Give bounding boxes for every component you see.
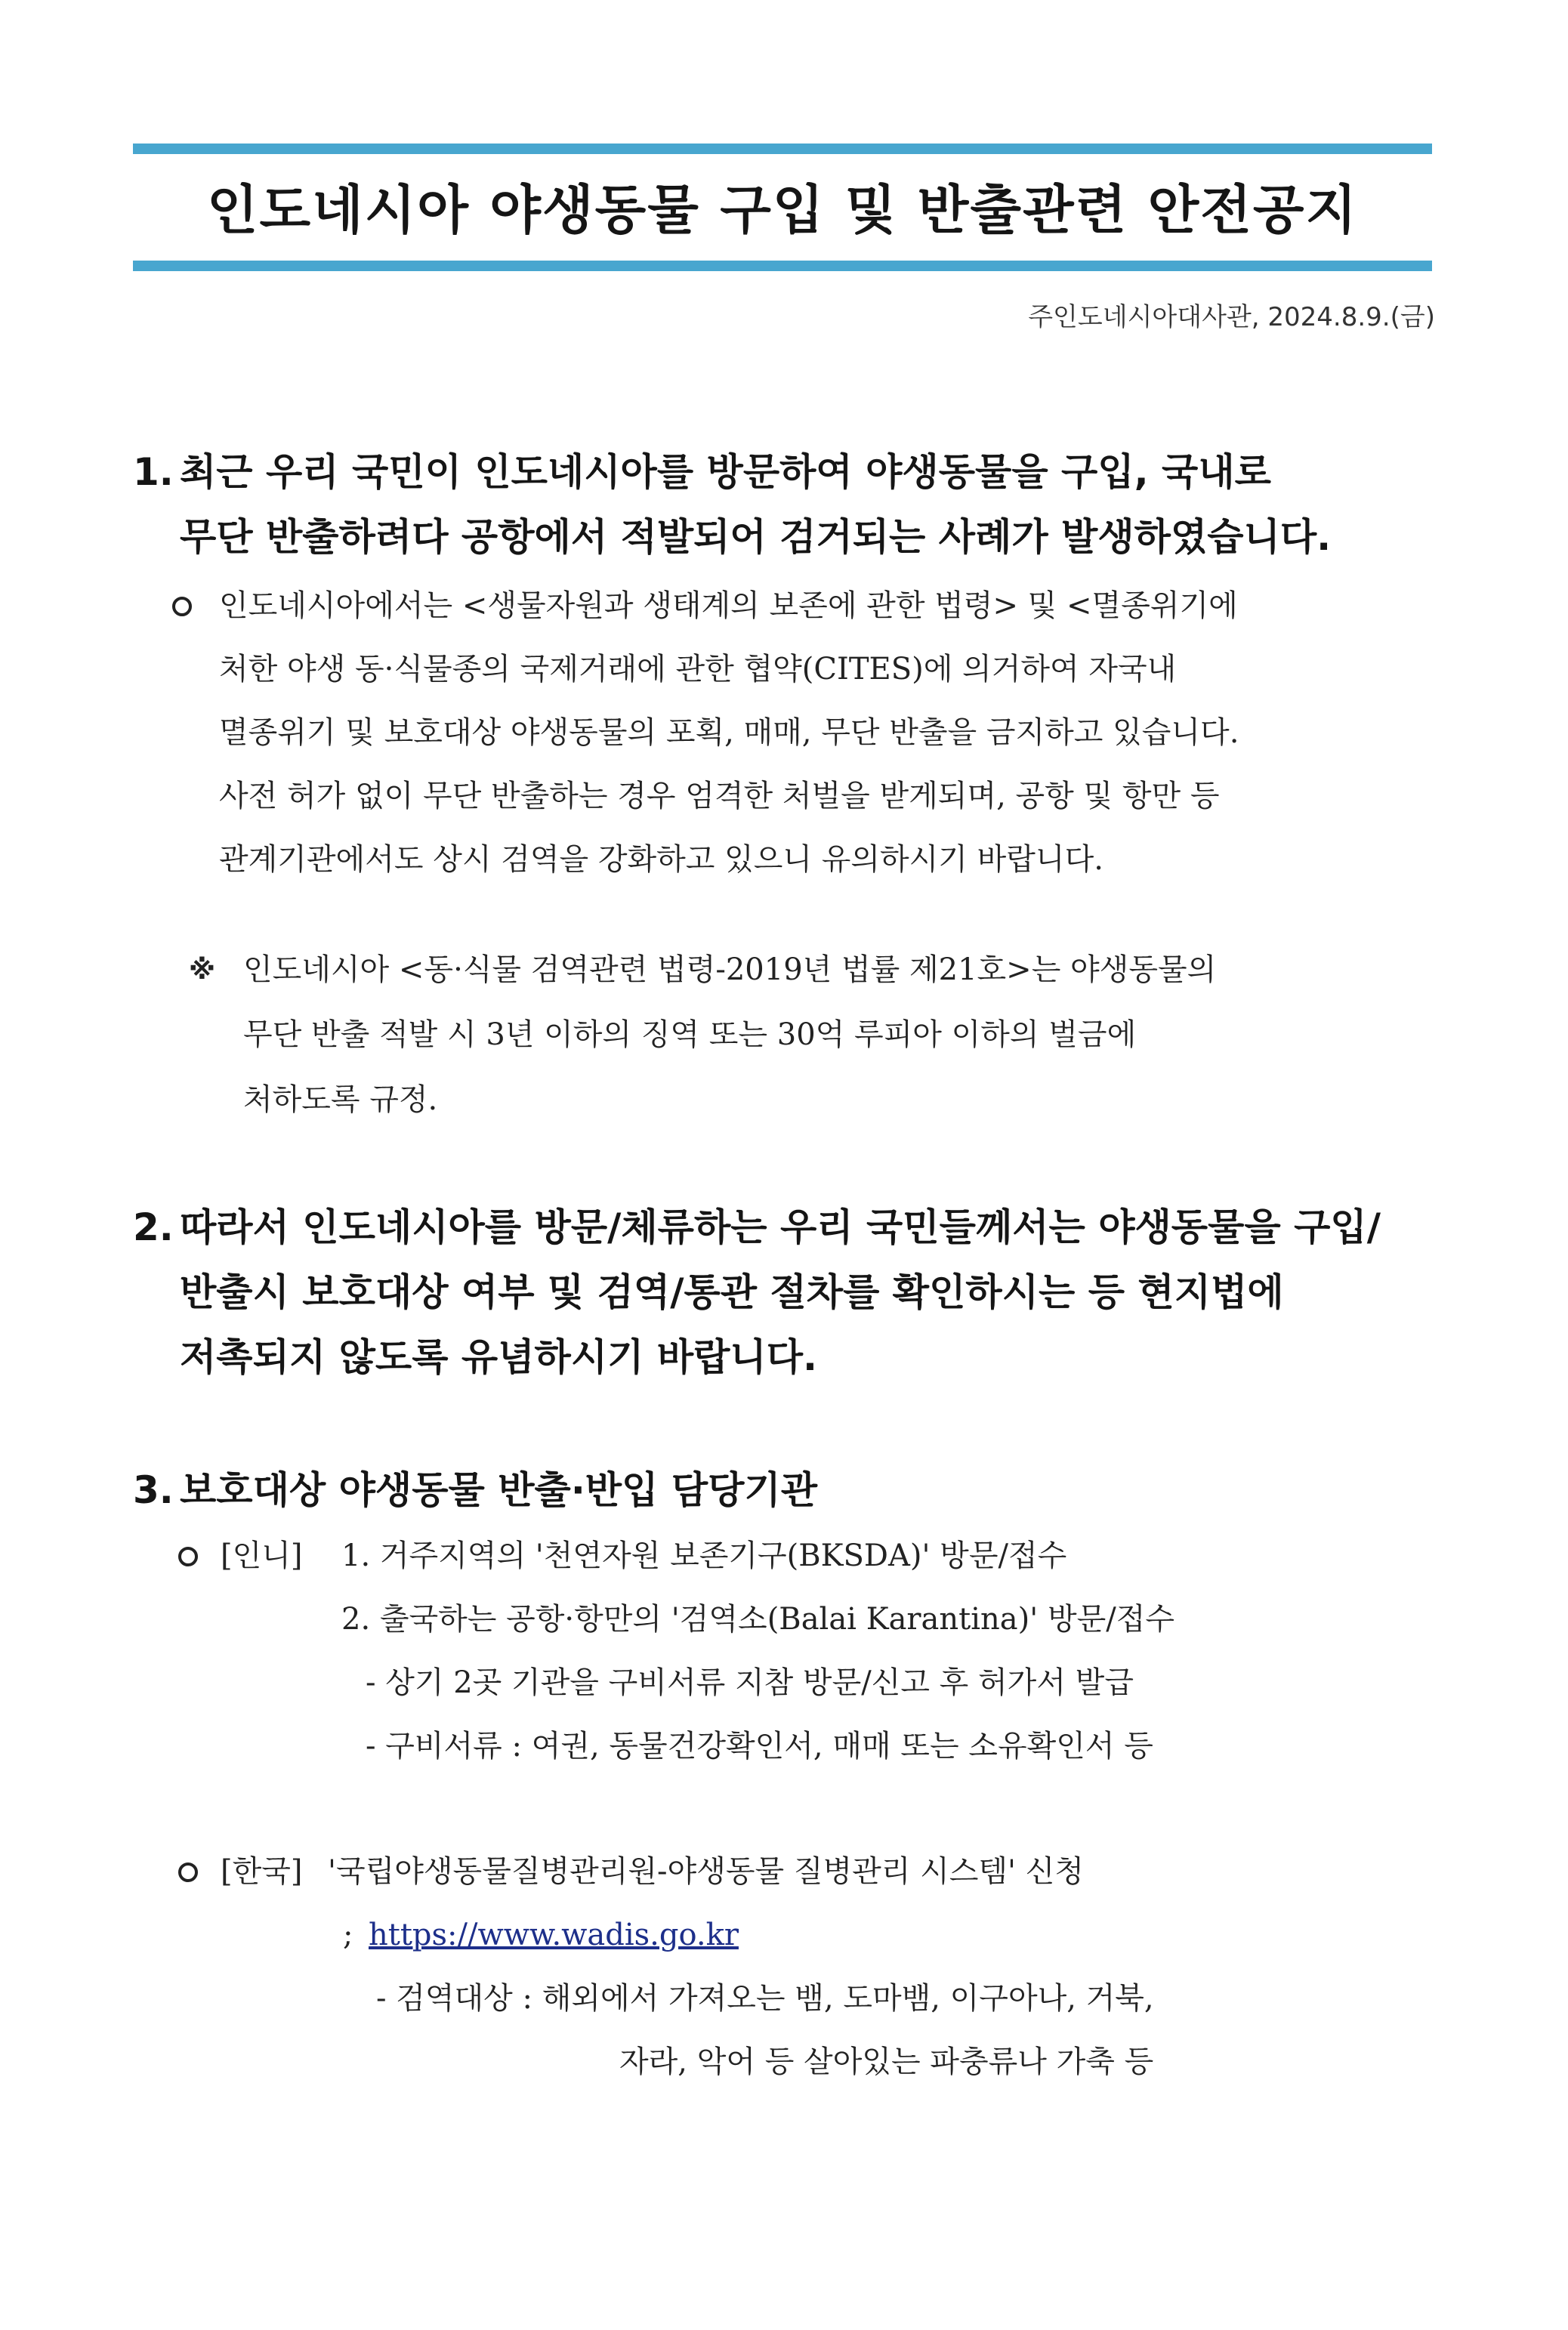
note-mark-icon: ※ <box>189 955 215 986</box>
section1-note-line: 처하도록 규정. <box>243 1082 438 1117</box>
title-bottom-rule <box>133 261 1432 271</box>
indonesia-label: [인니] <box>221 1538 303 1573</box>
section1-note-line: 인도네시아 <동·식물 검역관련 법령-2019년 법률 제21호>는 야생동물의 <box>243 952 1217 987</box>
section1-bullet-line: 처한 야생 동·식물종의 국제거래에 관한 협약(CITES)에 의거하여 자국내 <box>219 652 1177 687</box>
section2-line: 따라서 인도네시아를 방문/체류하는 우리 국민들께서는 야생동물을 구입/ <box>180 1205 1381 1249</box>
indonesia-item-2: 2. 출국하는 공항·항만의 '검역소(Balai Karantina)' 방문/접수 <box>341 1602 1174 1637</box>
section1-note-line: 무단 반출 적발 시 3년 이하의 징역 또는 30억 루피아 이하의 벌금에 <box>243 1017 1137 1052</box>
title-top-rule <box>133 144 1432 154</box>
section2-line: 반출시 보호대상 여부 및 검역/통관 절차를 확인하시는 등 현지법에 <box>180 1270 1284 1314</box>
section3-heading: 보호대상 야생동물 반출·반입 담당기관 <box>180 1468 818 1512</box>
section3-number: 3. <box>133 1468 174 1512</box>
korea-link-prefix: ; <box>343 1918 353 1952</box>
document-title: 인도네시아 야생동물 구입 및 반출관련 안전공지 <box>206 179 1359 241</box>
wadis-link[interactable]: https://www.wadis.go.kr <box>369 1918 739 1952</box>
section1-heading-line1: 최근 우리 국민이 인도네시아를 방문하여 야생동물을 구입, 국내로 <box>180 450 1271 494</box>
section1-bullet-line: 멸종위기 및 보호대상 야생동물의 포획, 매매, 무단 반출을 금지하고 있습니다. <box>219 715 1239 750</box>
korea-label: [한국] <box>221 1854 303 1889</box>
section1-number: 1. <box>133 450 174 494</box>
section1-bullet-line: 인도네시아에서는 <생물자원과 생태계의 보존에 관한 법령> 및 <멸종위기에 <box>219 588 1238 623</box>
section1-heading-line2: 무단 반출하려다 공항에서 적발되어 검거되는 사례가 발생하였습니다. <box>180 515 1332 559</box>
korea-dash-1: - 검역대상 : 해외에서 가져오는 뱀, 도마뱀, 이구아나, 거북, <box>376 1981 1154 2016</box>
issuer-date: 주인도네시아대사관, 2024.8.9.(금) <box>1028 302 1435 332</box>
indonesia-dash-1: - 상기 2곳 기관을 구비서류 지참 방문/신고 후 허가서 발급 <box>366 1665 1134 1700</box>
section1-bullet-icon <box>172 597 192 616</box>
section1-bullet-line: 관계기관에서도 상시 검역을 강화하고 있으니 유의하시기 바랍니다. <box>219 842 1103 877</box>
section2-line: 저촉되지 않도록 유념하시기 바랍니다. <box>180 1335 818 1379</box>
indonesia-item-1: 1. 거주지역의 '천연자원 보존기구(BKSDA)' 방문/접수 <box>341 1538 1067 1573</box>
korea-text: '국립야생동물질병관리원-야생동물 질병관리 시스템' 신청 <box>328 1854 1085 1889</box>
korea-bullet-icon <box>178 1862 198 1882</box>
section1-bullet-line: 사전 허가 없이 무단 반출하는 경우 엄격한 처벌을 받게되며, 공항 및 항만 등 <box>219 779 1220 813</box>
indonesia-dash-2: - 구비서류 : 여권, 동물건강확인서, 매매 또는 소유확인서 등 <box>366 1729 1153 1764</box>
korea-dash-2: 자라, 악어 등 살아있는 파충류나 가축 등 <box>619 2045 1154 2079</box>
indonesia-bullet-icon <box>178 1547 198 1566</box>
section2-number: 2. <box>133 1205 174 1249</box>
